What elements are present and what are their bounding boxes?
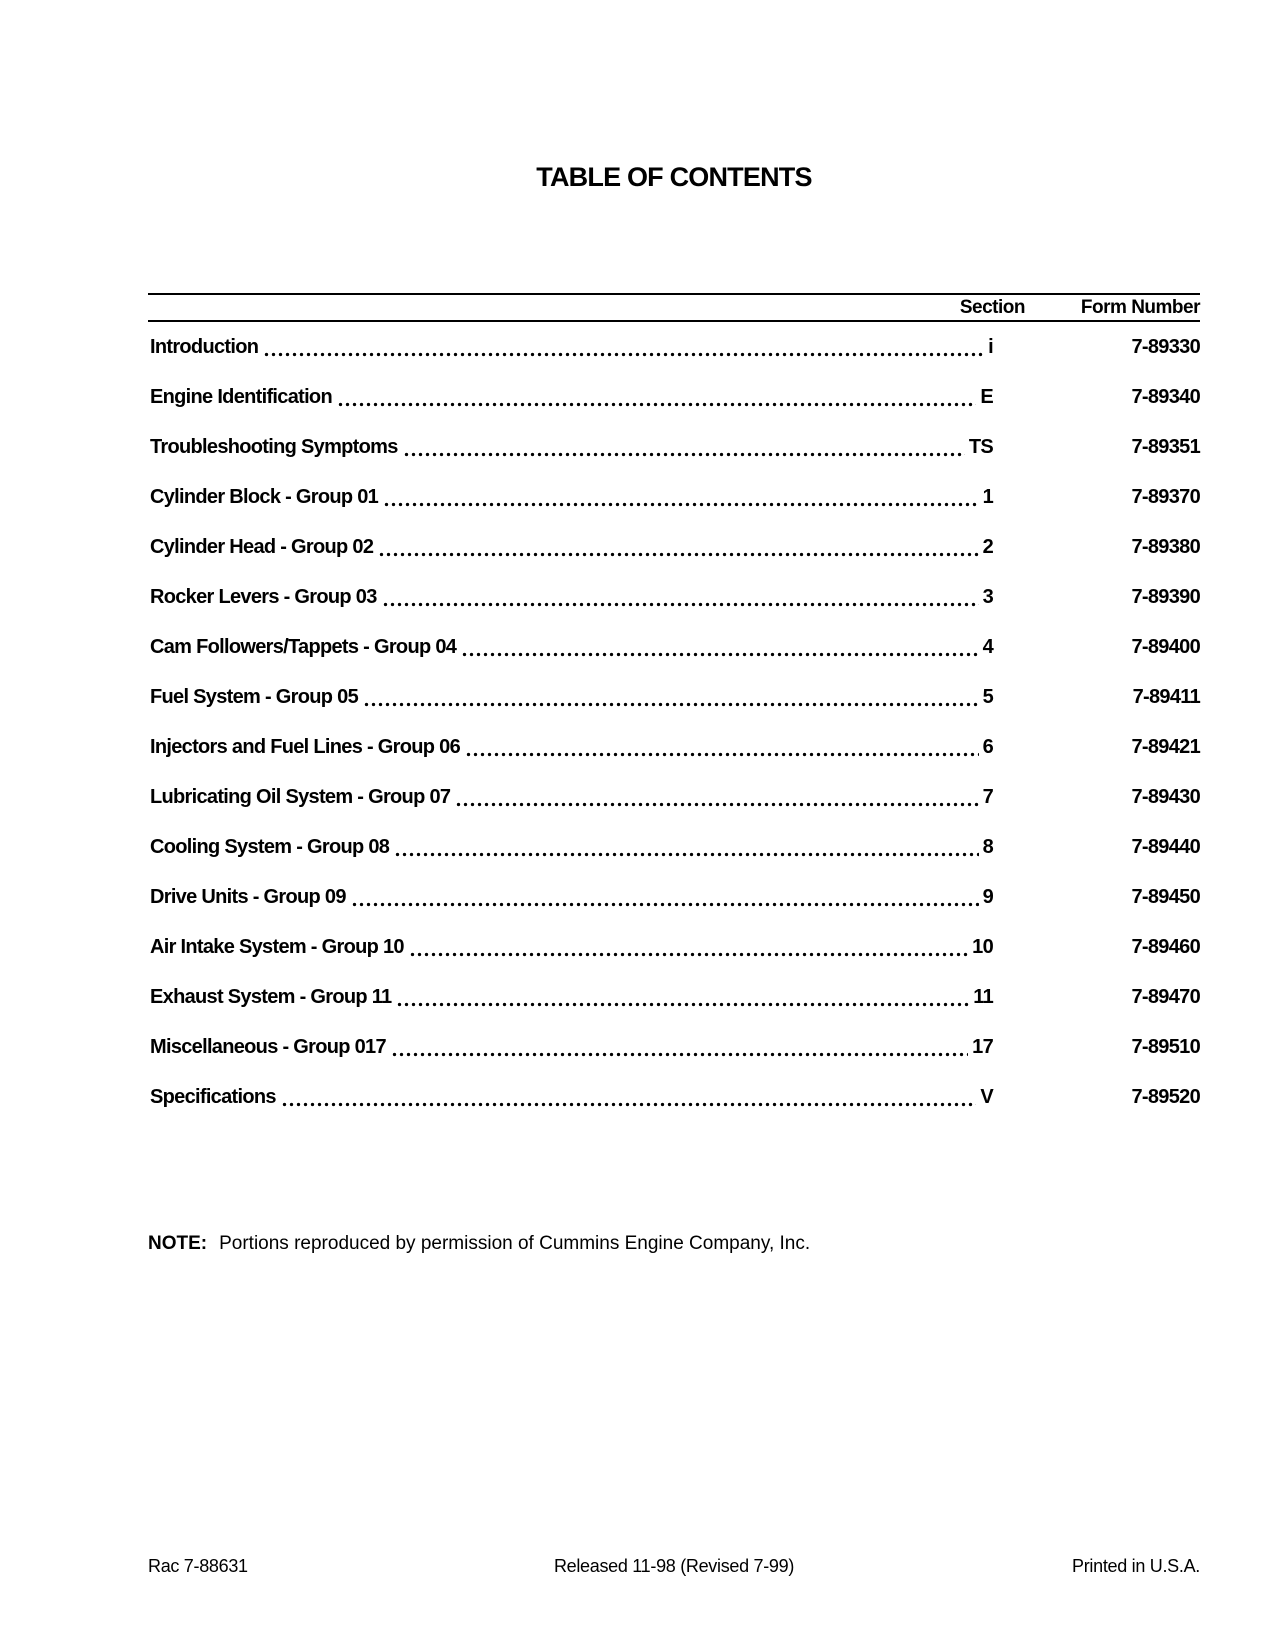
toc-row-form-number: 7-89460 bbox=[1131, 935, 1200, 958]
toc-row-label: Fuel System - Group 05 bbox=[150, 685, 358, 708]
toc-row-form-number: 7-89330 bbox=[1131, 335, 1200, 358]
page-title: TABLE OF CONTENTS bbox=[536, 162, 812, 193]
toc-row bbox=[148, 822, 1200, 872]
dot-leader bbox=[465, 752, 979, 757]
toc-row-form-number: 7-89510 bbox=[1131, 1035, 1200, 1058]
toc-row-section: 10 bbox=[972, 935, 993, 958]
dot-leader bbox=[337, 402, 976, 407]
toc-row-label: Drive Units - Group 09 bbox=[150, 885, 346, 908]
toc-row bbox=[148, 322, 1200, 372]
dot-leader bbox=[382, 602, 979, 607]
toc-row-label: Troubleshooting Symptoms bbox=[150, 435, 398, 458]
note-text: Portions reproduced by permission of Cummins Engine Company, Inc. bbox=[219, 1233, 811, 1254]
toc-row-label: Miscellaneous - Group 017 bbox=[150, 1035, 386, 1058]
note-label: NOTE: bbox=[148, 1233, 208, 1254]
toc-row-form-number: 7-89351 bbox=[1131, 435, 1200, 458]
toc-header-row bbox=[148, 293, 1200, 322]
toc-row-form-number: 7-89430 bbox=[1131, 785, 1200, 808]
toc-row-form-number: 7-89450 bbox=[1131, 885, 1200, 908]
toc-row bbox=[148, 1022, 1200, 1072]
dot-leader bbox=[281, 1102, 977, 1107]
toc-row-section: E bbox=[980, 385, 993, 408]
toc-row-label: Cam Followers/Tappets - Group 04 bbox=[150, 635, 457, 658]
toc-row-section: V bbox=[980, 1085, 993, 1108]
page-footer bbox=[148, 1556, 1200, 1577]
footer-document-number: Rac 7-88631 bbox=[148, 1556, 248, 1576]
dot-leader bbox=[263, 352, 984, 357]
footer-printed-in: Printed in U.S.A. bbox=[1072, 1556, 1200, 1576]
permission-note bbox=[148, 1231, 1200, 1257]
dot-leader bbox=[455, 802, 978, 807]
toc-row-section: 5 bbox=[982, 685, 993, 708]
toc-row bbox=[148, 622, 1200, 672]
toc-row bbox=[148, 972, 1200, 1022]
toc-row bbox=[148, 1072, 1200, 1122]
toc-row bbox=[148, 872, 1200, 922]
toc-row-form-number: 7-89440 bbox=[1131, 835, 1200, 858]
toc-row-label: Cylinder Head - Group 02 bbox=[150, 535, 374, 558]
toc-row-section: i bbox=[988, 335, 993, 358]
toc-row bbox=[148, 522, 1200, 572]
dot-leader bbox=[351, 902, 979, 907]
toc-row-label: Specifications bbox=[150, 1085, 276, 1108]
toc-row-section: 17 bbox=[972, 1035, 993, 1058]
toc-row-form-number: 7-89380 bbox=[1131, 535, 1200, 558]
toc-row-form-number: 7-89520 bbox=[1131, 1085, 1200, 1108]
dot-leader bbox=[461, 652, 978, 657]
dot-leader bbox=[396, 1002, 969, 1007]
dot-leader bbox=[363, 702, 979, 707]
toc-row-form-number: 7-89470 bbox=[1131, 985, 1200, 1008]
toc-row-form-number: 7-89370 bbox=[1131, 485, 1200, 508]
toc-row-section: 4 bbox=[982, 635, 993, 658]
toc-row-form-number: 7-89340 bbox=[1131, 385, 1200, 408]
toc-row-form-number: 7-89421 bbox=[1131, 735, 1200, 758]
toc-row bbox=[148, 722, 1200, 772]
toc-row-label: Exhaust System - Group 11 bbox=[150, 985, 392, 1008]
dot-leader bbox=[391, 1052, 968, 1057]
toc-row-label: Cooling System - Group 08 bbox=[150, 835, 390, 858]
toc-row-label: Lubricating Oil System - Group 07 bbox=[150, 785, 451, 808]
toc-row bbox=[148, 422, 1200, 472]
column-header-section: Section bbox=[959, 296, 1025, 318]
toc-row-form-number: 7-89400 bbox=[1131, 635, 1200, 658]
toc-row-label: Air Intake System - Group 10 bbox=[150, 935, 404, 958]
toc-row-section: 7 bbox=[982, 785, 993, 808]
toc-row bbox=[148, 372, 1200, 422]
toc-row-section: 6 bbox=[982, 735, 993, 758]
toc-row-section: TS bbox=[968, 435, 993, 458]
toc-row-form-number: 7-89390 bbox=[1131, 585, 1200, 608]
footer-release-info: Released 11-98 (Revised 7-99) bbox=[553, 1556, 795, 1576]
toc-row-label: Injectors and Fuel Lines - Group 06 bbox=[150, 735, 461, 758]
dot-leader bbox=[394, 852, 978, 857]
toc-row bbox=[148, 572, 1200, 622]
dot-leader bbox=[403, 452, 965, 457]
table-of-contents bbox=[148, 293, 1200, 1122]
column-header-form-number: Form Number bbox=[1080, 296, 1200, 318]
toc-row-label: Engine Identification bbox=[150, 385, 332, 408]
toc-row-section: 3 bbox=[982, 585, 993, 608]
toc-row-label: Introduction bbox=[150, 335, 259, 358]
toc-row-section: 8 bbox=[982, 835, 993, 858]
toc-row-form-number: 7-89411 bbox=[1132, 685, 1200, 708]
toc-row bbox=[148, 472, 1200, 522]
toc-row-section: 9 bbox=[982, 885, 993, 908]
toc-row-label: Rocker Levers - Group 03 bbox=[150, 585, 377, 608]
toc-row-section: 1 bbox=[982, 485, 993, 508]
toc-row-section: 2 bbox=[982, 535, 993, 558]
toc-row bbox=[148, 922, 1200, 972]
toc-row-section: 11 bbox=[973, 985, 993, 1008]
toc-row-label: Cylinder Block - Group 01 bbox=[150, 485, 379, 508]
toc-row bbox=[148, 772, 1200, 822]
dot-leader bbox=[409, 952, 968, 957]
toc-row bbox=[148, 672, 1200, 722]
dot-leader bbox=[383, 502, 978, 507]
dot-leader bbox=[378, 552, 978, 557]
